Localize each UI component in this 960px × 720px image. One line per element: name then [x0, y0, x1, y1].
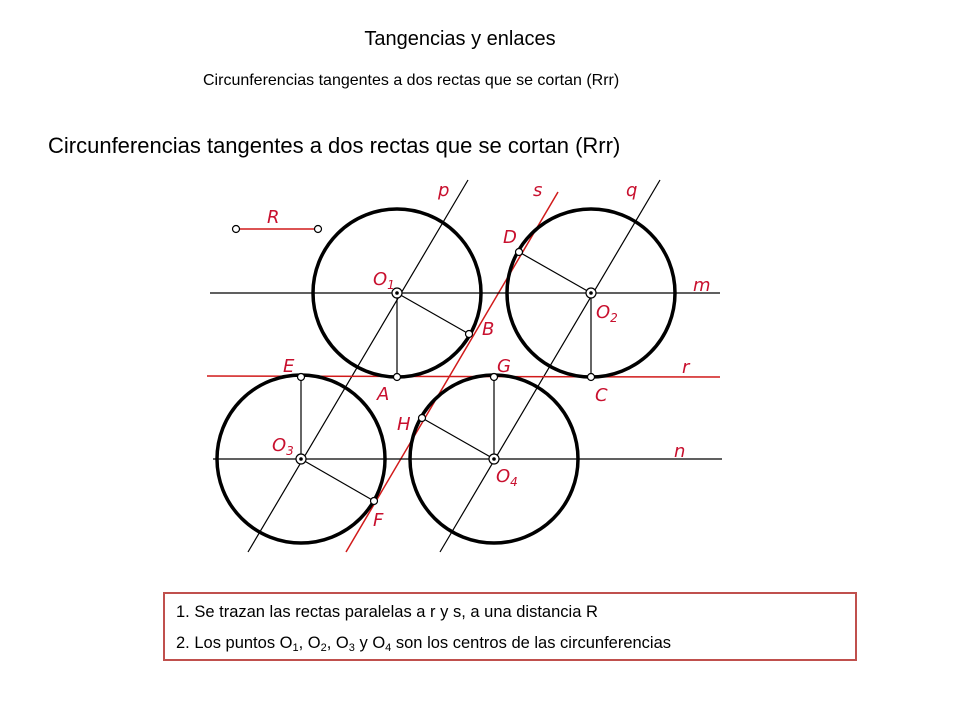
step-2-sub4: 4	[385, 642, 392, 654]
label-o1	[373, 269, 395, 292]
label-o4-sub: 4	[510, 475, 518, 489]
label-o1-sub: 1	[387, 278, 395, 292]
label-p: p	[438, 180, 450, 201]
step-2-sep1: , O	[298, 634, 321, 652]
label-o3-sub: 3	[286, 444, 294, 458]
label-o3-letter: O	[272, 435, 287, 456]
label-r-distance: R	[267, 207, 280, 228]
steps-box	[163, 592, 857, 661]
label-h: H	[397, 414, 411, 435]
label-o2-letter: O	[596, 302, 611, 323]
point-h	[419, 415, 426, 422]
label-a: A	[377, 384, 390, 405]
label-d: D	[503, 227, 517, 248]
slide-title: Tangencias y enlaces	[364, 28, 556, 50]
step-2-sep3: y O	[354, 634, 386, 652]
step-1: 1. Se trazan las rectas paralelas a r y s, a una distancia R	[176, 603, 598, 621]
label-o4	[496, 466, 518, 489]
label-b: B	[482, 319, 495, 340]
step-2	[176, 634, 671, 654]
point-d	[516, 249, 523, 256]
label-c: C	[595, 385, 608, 406]
label-n: n	[674, 441, 686, 462]
label-o3	[272, 435, 294, 458]
label-f: F	[373, 510, 384, 531]
point-f	[371, 498, 378, 505]
center-o2	[586, 288, 596, 298]
label-o4-letter: O	[496, 466, 511, 487]
point-c	[588, 374, 595, 381]
center-o4	[489, 454, 499, 464]
label-m: m	[693, 275, 711, 296]
label-g: G	[497, 356, 511, 377]
label-o1-letter: O	[373, 269, 388, 290]
label-o2	[596, 302, 618, 325]
diagram-heading: Circunferencias tangentes a dos rectas que se cortan (Rrr)	[48, 133, 621, 158]
point-r-end	[315, 226, 322, 233]
step-2-suffix: son los centros de las circunferencias	[391, 634, 672, 652]
point-b	[466, 331, 473, 338]
step-2-sub1: 1	[292, 642, 299, 654]
point-r-start	[233, 226, 240, 233]
point-e	[298, 374, 305, 381]
label-r: r	[682, 357, 690, 378]
step-2-sub2: 2	[320, 642, 327, 654]
slide-subtitle: Circunferencias tangentes a dos rectas que se cortan (Rrr)	[203, 72, 620, 89]
label-e: E	[283, 356, 295, 377]
step-2-sep2: , O	[326, 634, 349, 652]
label-s: s	[533, 180, 543, 201]
step-2-sub3: 3	[348, 642, 355, 654]
label-q: q	[626, 180, 638, 201]
label-o2-sub: 2	[610, 311, 618, 325]
step-2-prefix: 2. Los puntos O	[176, 634, 293, 652]
line-s	[346, 192, 558, 552]
center-o3	[296, 454, 306, 464]
point-a	[394, 374, 401, 381]
